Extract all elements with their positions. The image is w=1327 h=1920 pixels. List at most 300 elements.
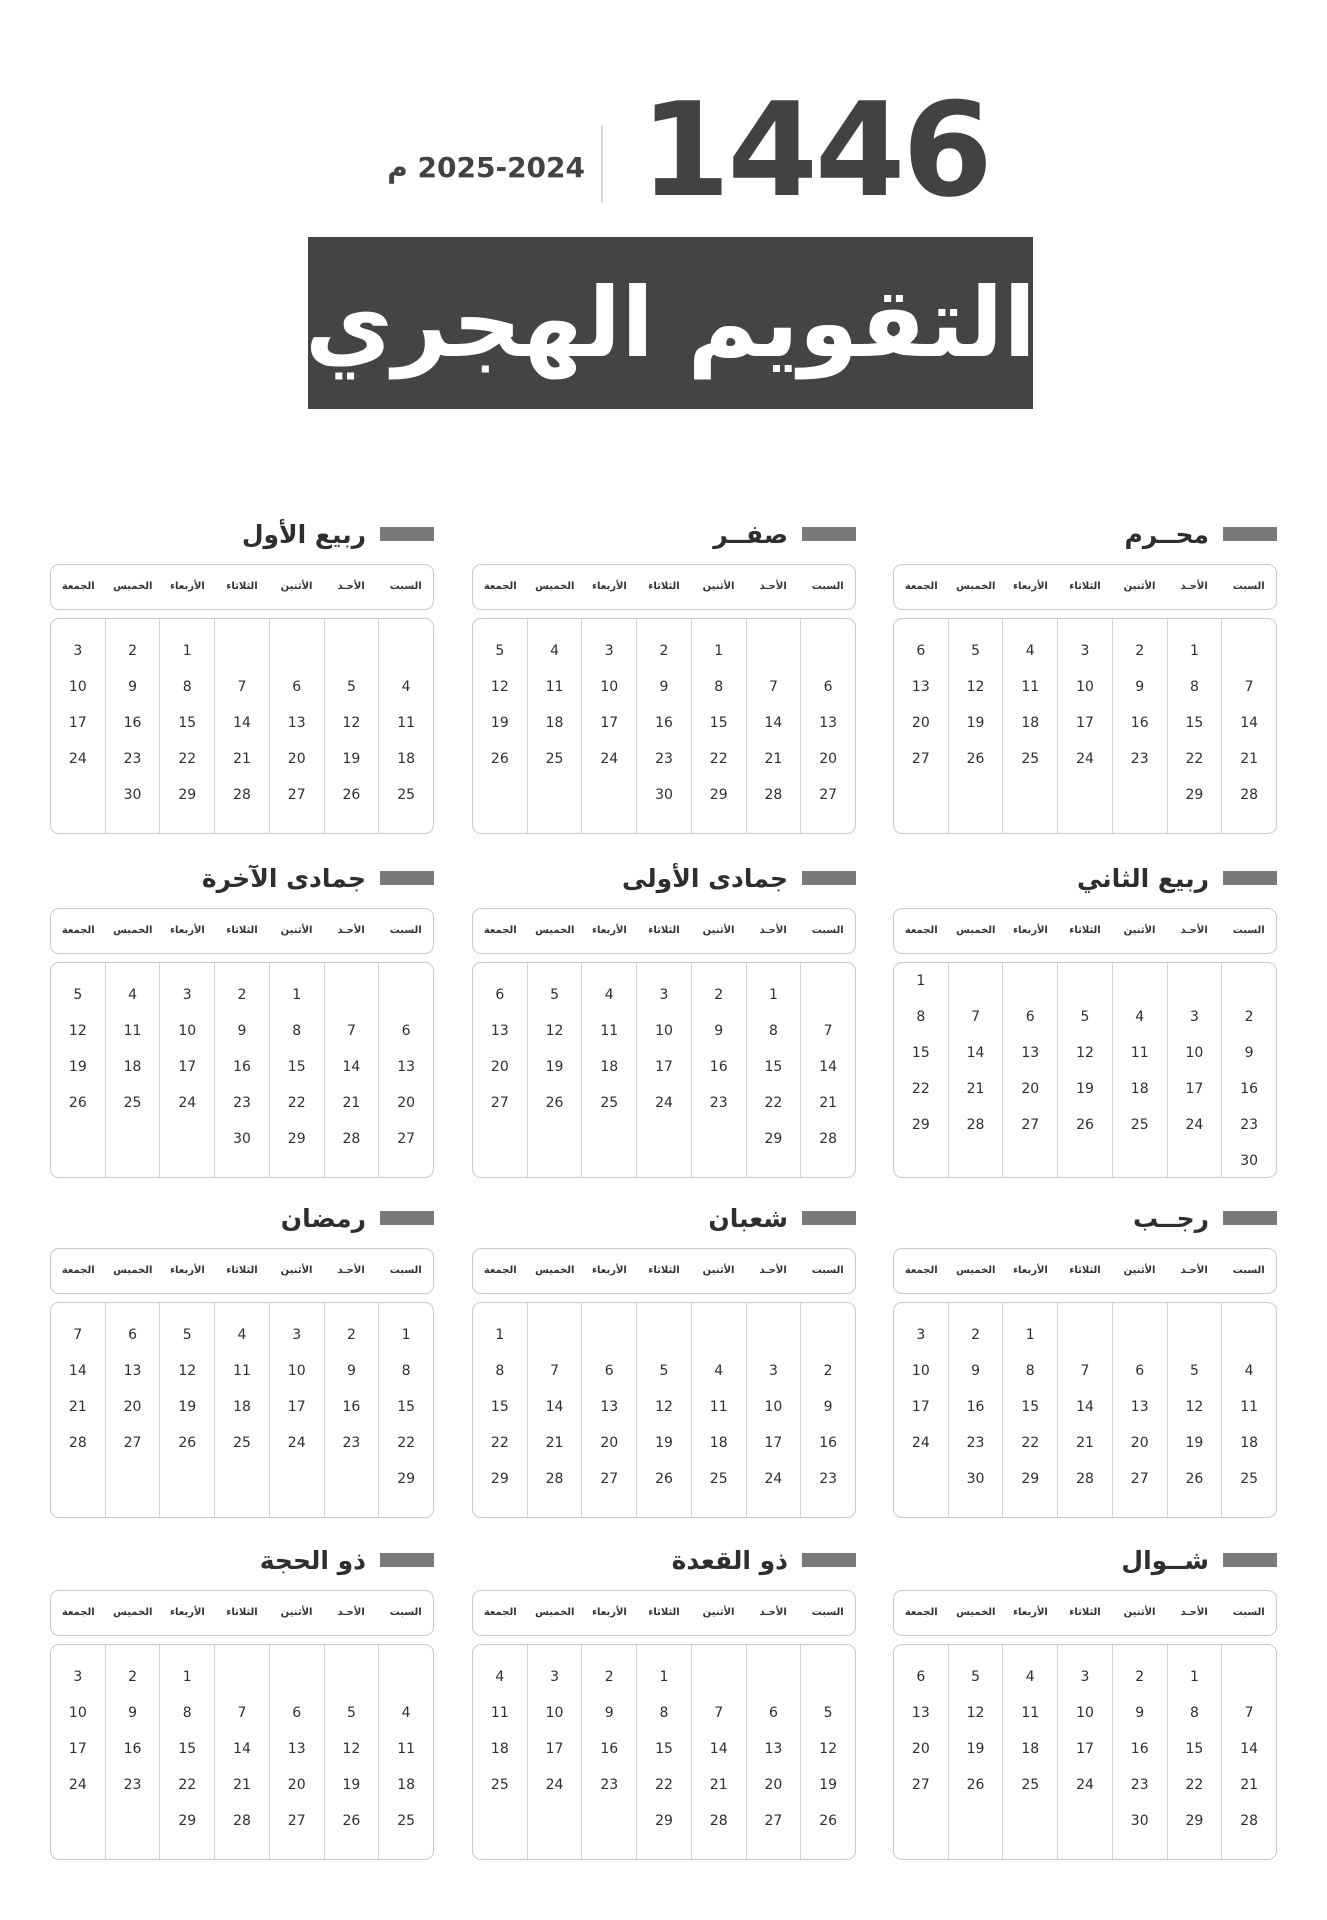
day-cell: 26 — [966, 1777, 985, 1793]
month-marker-bar — [802, 527, 856, 541]
day-cell: 20 — [287, 751, 306, 767]
day-cell: 19 — [1185, 1435, 1204, 1451]
day-cell: 14 — [545, 1399, 564, 1415]
day-cell: 4 — [1135, 1009, 1145, 1025]
day-cell: 13 — [819, 715, 838, 731]
weekday-label: الجمعة — [61, 1265, 95, 1276]
weekday-label: السبت — [1232, 1607, 1265, 1618]
days-grid — [472, 618, 856, 834]
day-column — [1112, 619, 1167, 833]
day-cell: 25 — [600, 1095, 619, 1111]
day-cell: 11 — [1130, 1045, 1149, 1061]
day-column — [378, 1645, 433, 1859]
day-column — [581, 963, 636, 1177]
day-cell: 9 — [714, 1023, 724, 1039]
day-cell: 12 — [545, 1023, 564, 1039]
day-column — [800, 963, 855, 1177]
month-marker-bar — [1223, 871, 1277, 885]
day-cell: 8 — [916, 1009, 926, 1025]
day-cell: 10 — [1076, 679, 1094, 695]
weekday-label: الثلاثاء — [226, 1265, 258, 1276]
day-cell: 20 — [397, 1095, 416, 1111]
day-cell: 17 — [545, 1741, 564, 1757]
day-column — [527, 1645, 582, 1859]
day-cell: 23 — [1130, 751, 1149, 767]
day-cell: 19 — [655, 1435, 673, 1451]
day-cell: 18 — [233, 1399, 251, 1415]
day-cell: 2 — [823, 1363, 833, 1379]
day-cell: 26 — [68, 1095, 87, 1111]
day-cell: 11 — [397, 1741, 416, 1757]
day-cell: 18 — [1021, 1741, 1040, 1757]
day-column — [1221, 963, 1276, 1177]
day-cell: 20 — [600, 1435, 619, 1451]
day-column — [581, 1645, 636, 1859]
day-cell: 24 — [764, 1471, 783, 1487]
day-cell: 29 — [178, 787, 197, 803]
day-cell: 13 — [287, 715, 306, 731]
weekday-header — [50, 1590, 434, 1636]
day-cell: 21 — [819, 1095, 838, 1111]
day-cell: 4 — [1244, 1363, 1254, 1379]
weekday-label: الأربعاء — [591, 925, 627, 936]
day-cell: 17 — [68, 715, 87, 731]
day-cell: 5 — [73, 987, 83, 1003]
day-cell: 29 — [397, 1471, 416, 1487]
month-name: شعبان — [708, 1204, 788, 1233]
weekday-label: الخميس — [956, 925, 996, 936]
day-cell: 24 — [68, 751, 87, 767]
weekday-label: الثلاثاء — [648, 1265, 680, 1276]
weekday-label: الأربعاء — [169, 1607, 205, 1618]
day-cell: 27 — [911, 751, 930, 767]
day-cell: 22 — [178, 1777, 197, 1793]
month-name: صفــر — [713, 520, 788, 549]
day-cell: 10 — [1185, 1045, 1204, 1061]
weekday-label: الأربعاء — [1012, 925, 1048, 936]
day-cell: 15 — [1185, 1741, 1204, 1757]
day-column — [473, 1303, 527, 1517]
day-cell: 5 — [971, 1669, 980, 1685]
day-column — [269, 619, 324, 833]
day-cell: 4 — [495, 1669, 505, 1685]
day-cell: 18 — [600, 1059, 619, 1075]
day-cell: 6 — [495, 987, 505, 1003]
day-cell: 14 — [764, 715, 783, 731]
weekday-label: الأحـد — [337, 1265, 365, 1276]
day-cell: 8 — [495, 1363, 505, 1379]
day-cell: 11 — [123, 1023, 142, 1039]
day-cell: 9 — [128, 1705, 137, 1721]
weekday-label: الخميس — [535, 925, 575, 936]
day-cell: 14 — [709, 1741, 728, 1757]
day-cell: 9 — [604, 1705, 614, 1721]
day-cell: 15 — [764, 1059, 783, 1075]
day-cell: 6 — [1135, 1363, 1145, 1379]
day-column — [581, 1303, 636, 1517]
weekday-label: الأربعاء — [169, 581, 205, 592]
weekday-label: الجمعة — [904, 925, 938, 936]
day-cell: 15 — [178, 1741, 197, 1757]
day-cell: 10 — [545, 1705, 564, 1721]
day-cell: 25 — [545, 751, 564, 767]
month-name: محــرم — [1124, 520, 1209, 549]
weekday-header — [50, 564, 434, 610]
day-cell: 20 — [911, 1741, 930, 1757]
weekday-label: الخميس — [956, 1265, 996, 1276]
day-cell: 12 — [1076, 1045, 1094, 1061]
day-cell: 10 — [68, 1705, 87, 1721]
month-block — [50, 1544, 434, 1864]
day-cell: 17 — [764, 1435, 783, 1451]
day-cell: 15 — [178, 715, 197, 731]
day-cell: 25 — [709, 1471, 728, 1487]
day-column — [636, 963, 691, 1177]
day-cell: 3 — [659, 987, 669, 1003]
day-column — [105, 1303, 160, 1517]
weekday-label: الأحـد — [759, 1265, 787, 1276]
day-cell: 10 — [68, 679, 87, 695]
day-cell: 30 — [233, 1131, 251, 1147]
weekday-header — [472, 908, 856, 954]
weekday-label: الثلاثاء — [1069, 1265, 1101, 1276]
day-cell: 5 — [182, 1327, 192, 1343]
weekday-label: الخميس — [113, 1607, 153, 1618]
day-cell: 3 — [1189, 1009, 1199, 1025]
day-cell: 22 — [655, 1777, 673, 1793]
weekday-label: الثلاثاء — [648, 1607, 680, 1618]
day-cell: 28 — [819, 1131, 838, 1147]
day-cell: 3 — [292, 1327, 302, 1343]
day-cell: 23 — [819, 1471, 838, 1487]
weekday-label: الأربعاء — [1012, 1607, 1048, 1618]
month-marker-bar — [1223, 1553, 1277, 1567]
day-cell: 24 — [68, 1777, 87, 1793]
day-cell: 20 — [911, 715, 930, 731]
weekday-label: الأحـد — [337, 1607, 365, 1618]
day-cell: 28 — [233, 1813, 251, 1829]
weekday-label: الثلاثاء — [1069, 925, 1101, 936]
day-cell: 23 — [655, 751, 673, 767]
day-cell: 26 — [545, 1095, 564, 1111]
month-block — [893, 862, 1277, 1182]
day-cell: 19 — [966, 1741, 985, 1757]
day-cell: 8 — [182, 1705, 192, 1721]
day-cell: 23 — [123, 1777, 142, 1793]
weekday-label: الثلاثاء — [226, 1607, 258, 1618]
weekday-label: الثلاثاء — [226, 581, 258, 592]
day-cell: 27 — [287, 787, 306, 803]
day-column — [324, 963, 379, 1177]
day-cell: 21 — [1240, 1777, 1259, 1793]
day-cell: 16 — [233, 1059, 251, 1075]
day-cell: 27 — [1130, 1471, 1149, 1487]
day-column — [691, 1303, 746, 1517]
day-column — [636, 1303, 691, 1517]
month-marker-bar — [380, 871, 434, 885]
day-cell: 25 — [1130, 1117, 1149, 1133]
weekday-label: الأحـد — [1180, 1607, 1208, 1618]
weekday-label: الأربعاء — [591, 581, 627, 592]
day-cell: 7 — [550, 1363, 559, 1379]
day-cell: 6 — [768, 1705, 778, 1721]
day-cell: 11 — [1021, 1705, 1040, 1721]
day-column — [1167, 1645, 1222, 1859]
day-cell: 2 — [346, 1327, 356, 1343]
weekday-label: الخميس — [113, 1265, 153, 1276]
day-cell: 15 — [911, 1045, 930, 1061]
day-cell: 29 — [764, 1131, 783, 1147]
day-cell: 6 — [292, 1705, 302, 1721]
days-grid — [472, 1644, 856, 1860]
day-cell: 19 — [490, 715, 509, 731]
day-cell: 11 — [709, 1399, 728, 1415]
day-cell: 21 — [233, 1777, 251, 1793]
day-cell: 7 — [73, 1327, 83, 1343]
day-cell: 24 — [1076, 1777, 1094, 1793]
day-column — [214, 963, 269, 1177]
weekday-label: الجمعة — [61, 925, 95, 936]
day-cell: 20 — [287, 1777, 306, 1793]
day-cell: 15 — [490, 1399, 509, 1415]
day-column — [473, 619, 527, 833]
day-cell: 30 — [655, 787, 673, 803]
day-column — [324, 1645, 379, 1859]
day-column — [159, 1303, 214, 1517]
day-cell: 10 — [655, 1023, 673, 1039]
weekday-label: السبت — [811, 1265, 844, 1276]
weekday-label: الأثنين — [280, 925, 313, 936]
weekday-label: الأثنين — [702, 1607, 735, 1618]
day-cell: 19 — [966, 715, 985, 731]
day-column — [746, 1645, 801, 1859]
day-cell: 2 — [128, 1669, 137, 1685]
month-name: ذو الحجة — [259, 1546, 366, 1575]
day-cell: 22 — [1185, 1777, 1204, 1793]
day-cell: 6 — [604, 1363, 614, 1379]
weekday-label: الأحـد — [1180, 581, 1208, 592]
day-column — [378, 1303, 433, 1517]
day-cell: 27 — [490, 1095, 509, 1111]
day-cell: 4 — [1025, 1669, 1035, 1685]
day-cell: 26 — [1076, 1117, 1094, 1133]
weekday-header — [893, 1590, 1277, 1636]
day-cell: 20 — [764, 1777, 783, 1793]
day-cell: 10 — [764, 1399, 783, 1415]
day-cell: 23 — [342, 1435, 361, 1451]
calendar-title: التقويم الهجري — [304, 267, 1037, 379]
weekday-label: الخميس — [113, 581, 153, 592]
day-cell: 24 — [911, 1435, 930, 1451]
month-marker-bar — [380, 1553, 434, 1567]
day-column — [636, 1645, 691, 1859]
day-cell: 26 — [1185, 1471, 1204, 1487]
days-grid — [472, 1302, 856, 1518]
day-column — [324, 619, 379, 833]
day-cell: 3 — [73, 643, 83, 659]
day-column — [159, 619, 214, 833]
day-cell: 4 — [714, 1363, 724, 1379]
day-cell: 13 — [397, 1059, 416, 1075]
day-column — [214, 619, 269, 833]
day-cell: 18 — [123, 1059, 142, 1075]
day-cell: 21 — [68, 1399, 87, 1415]
weekday-label: السبت — [1232, 581, 1265, 592]
day-cell: 24 — [287, 1435, 306, 1451]
day-cell: 9 — [346, 1363, 356, 1379]
day-cell: 18 — [1021, 715, 1040, 731]
day-cell: 23 — [709, 1095, 728, 1111]
day-cell: 30 — [966, 1471, 985, 1487]
weekday-label: الجمعة — [483, 925, 517, 936]
weekday-label: الخميس — [956, 1607, 996, 1618]
day-column — [51, 963, 105, 1177]
day-cell: 3 — [182, 987, 192, 1003]
weekday-header — [472, 1248, 856, 1294]
day-column — [1057, 1303, 1112, 1517]
month-block — [50, 862, 434, 1182]
day-column — [1002, 963, 1057, 1177]
day-cell: 27 — [600, 1471, 619, 1487]
day-cell: 12 — [178, 1363, 197, 1379]
day-cell: 22 — [709, 751, 728, 767]
month-block — [893, 1544, 1277, 1864]
day-cell: 6 — [916, 1669, 926, 1685]
day-cell: 25 — [397, 1813, 416, 1829]
weekday-label: الجمعة — [904, 1265, 938, 1276]
day-cell: 22 — [1185, 751, 1204, 767]
day-cell: 7 — [823, 1023, 833, 1039]
day-column — [691, 1645, 746, 1859]
weekday-label: الأحـد — [1180, 1265, 1208, 1276]
day-column — [894, 1303, 948, 1517]
day-cell: 16 — [1130, 1741, 1149, 1757]
month-block — [472, 518, 856, 838]
day-column — [105, 1645, 160, 1859]
day-column — [1167, 619, 1222, 833]
weekday-label: الثلاثاء — [1069, 581, 1101, 592]
weekday-label: الأثنين — [1123, 1265, 1156, 1276]
day-cell: 4 — [401, 679, 411, 695]
day-column — [324, 1303, 379, 1517]
day-cell: 24 — [178, 1095, 197, 1111]
day-cell: 24 — [545, 1777, 564, 1793]
weekday-label: الجمعة — [483, 1607, 517, 1618]
day-cell: 13 — [123, 1363, 142, 1379]
weekday-label: الخميس — [113, 925, 153, 936]
day-column — [1057, 1645, 1112, 1859]
weekday-label: الأربعاء — [1012, 1265, 1048, 1276]
day-cell: 5 — [550, 987, 559, 1003]
day-cell: 27 — [123, 1435, 142, 1451]
weekday-label: الأثنين — [280, 581, 313, 592]
day-cell: 7 — [768, 679, 778, 695]
day-cell: 12 — [1185, 1399, 1204, 1415]
day-cell: 29 — [1185, 1813, 1204, 1829]
weekday-label: الأثنين — [1123, 925, 1156, 936]
day-column — [636, 619, 691, 833]
day-column — [1057, 619, 1112, 833]
day-cell: 4 — [401, 1705, 411, 1721]
month-marker-bar — [1223, 527, 1277, 541]
day-cell: 20 — [123, 1399, 142, 1415]
day-cell: 2 — [604, 1669, 614, 1685]
day-cell: 4 — [1025, 643, 1035, 659]
header — [0, 0, 1327, 440]
day-cell: 26 — [819, 1813, 838, 1829]
weekday-label: الأربعاء — [591, 1607, 627, 1618]
day-cell: 21 — [342, 1095, 361, 1111]
day-column — [1221, 1645, 1276, 1859]
day-column — [948, 963, 1003, 1177]
day-cell: 23 — [966, 1435, 985, 1451]
weekday-label: السبت — [1232, 1265, 1265, 1276]
day-cell: 12 — [819, 1741, 838, 1757]
day-cell: 7 — [971, 1009, 980, 1025]
day-cell: 16 — [342, 1399, 361, 1415]
day-cell: 13 — [1021, 1045, 1040, 1061]
day-cell: 17 — [600, 715, 619, 731]
weekday-label: الأربعاء — [169, 925, 205, 936]
day-cell: 1 — [495, 1327, 505, 1343]
day-cell: 2 — [659, 643, 669, 659]
day-cell: 9 — [128, 679, 137, 695]
days-grid — [472, 962, 856, 1178]
month-block — [50, 518, 434, 838]
day-column — [1112, 1645, 1167, 1859]
month-name: رمضان — [280, 1204, 366, 1233]
month-block — [893, 1202, 1277, 1522]
day-cell: 8 — [401, 1363, 411, 1379]
day-cell: 17 — [1076, 1741, 1094, 1757]
weekday-label: الأثنين — [702, 1265, 735, 1276]
day-cell: 21 — [233, 751, 251, 767]
weekday-label: الجمعة — [61, 1607, 95, 1618]
day-cell: 5 — [1080, 1009, 1090, 1025]
weekday-header — [472, 564, 856, 610]
day-cell: 16 — [709, 1059, 728, 1075]
day-cell: 22 — [397, 1435, 416, 1451]
day-cell: 14 — [68, 1363, 87, 1379]
day-column — [800, 1645, 855, 1859]
day-column — [378, 619, 433, 833]
day-cell: 5 — [659, 1363, 669, 1379]
day-cell: 27 — [764, 1813, 783, 1829]
day-cell: 6 — [1025, 1009, 1035, 1025]
month-block — [472, 1202, 856, 1522]
day-cell: 22 — [287, 1095, 306, 1111]
day-cell: 26 — [655, 1471, 673, 1487]
days-grid — [50, 1644, 434, 1860]
weekday-label: الثلاثاء — [648, 581, 680, 592]
day-cell: 26 — [342, 787, 361, 803]
weekday-label: الأحـد — [337, 581, 365, 592]
day-cell: 25 — [397, 787, 416, 803]
day-cell: 11 — [490, 1705, 509, 1721]
day-cell: 2 — [971, 1327, 980, 1343]
day-cell: 24 — [655, 1095, 673, 1111]
day-cell: 28 — [1240, 1813, 1259, 1829]
weekday-label: الأربعاء — [169, 1265, 205, 1276]
day-column — [269, 963, 324, 1177]
weekday-label: الثلاثاء — [648, 925, 680, 936]
day-cell: 8 — [1025, 1363, 1035, 1379]
day-cell: 14 — [819, 1059, 838, 1075]
day-column — [214, 1303, 269, 1517]
day-cell: 8 — [714, 679, 724, 695]
day-cell: 28 — [545, 1471, 564, 1487]
day-column — [105, 963, 160, 1177]
